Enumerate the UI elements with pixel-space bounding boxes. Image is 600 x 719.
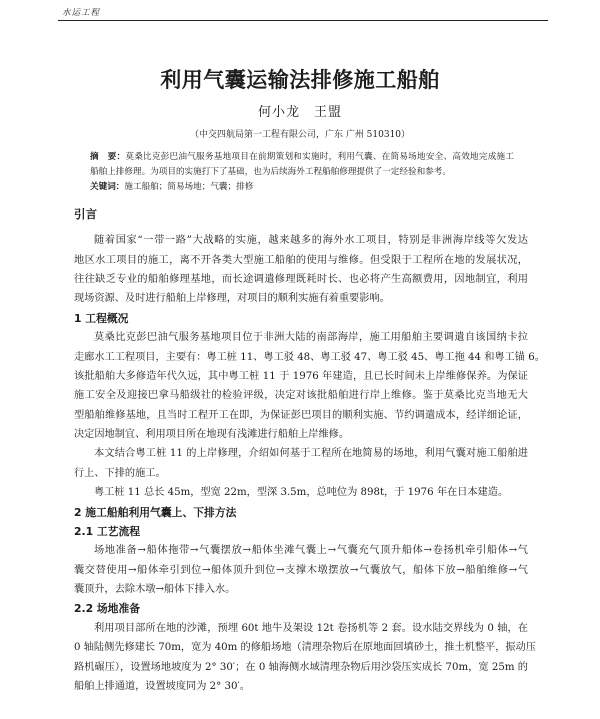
body-line: 场地准备→船体拖带→气囊摆放→船体坐滩气囊上→气囊充气顶升船体→卷扬机牵引船体→气 (94, 545, 528, 557)
body-line: 施工安全及迎接巴拿马船级社的检验评级，决定对该批船舶进行岸上维修。鉴于莫桑比克当地无大 (74, 390, 528, 402)
body-line: 行上、下排的施工。 (74, 467, 166, 479)
body-line: 往往缺乏专业的船舶修理基地，而长途调遣修理既耗时长、也必将产生高额费用，因地制宜，利用 (74, 274, 528, 286)
body-line: 走廊水工工程项目，主要有：粤工桩 11、粤工驳 48、粤工驳 47、粤工驳 45、粤工拖 44 和粤工锚 6。 (74, 351, 545, 363)
section-heading-1: 1 工程概况 (74, 311, 129, 325)
body-line: 决定因地制宜、利用项目所在地现有浅滩进行船舶上岸维修。 (74, 429, 350, 441)
body-line: 随着国家“一带一路”大战略的实施，越来越多的海外水工项目，特别是非洲海岸线等欠发达 (94, 235, 528, 247)
body-line: 莫桑比克彭巴油气服务基地项目位于非洲大陆的南部海岸，施工用船舶主要调遣自该国纳卡拉 (94, 332, 528, 344)
paper-affiliation: （中交四航局第一工程有限公司，广东 广州 510310） (189, 130, 411, 140)
body-line: 该批船舶大多修造年代久远，其中粤工桩 11 于 1976 年建造，且已长时间未上岸维修保养。为保证 (74, 370, 528, 382)
section-heading-intro: 引言 (74, 207, 97, 221)
abstract-label: 摘 要： (90, 151, 126, 162)
section-heading-2: 2 施工船舶利用气囊上、下排方法 (74, 505, 237, 519)
subsection-heading-2-1: 2.1 工艺流程 (74, 524, 141, 538)
journal-header: 水运工程 (62, 8, 101, 18)
body-line: 船舶上排通道，设置坡度同为 2° 30′。 (74, 680, 250, 692)
body-line: 囊顶升，去除木墩→船体下排入水。 (74, 584, 236, 596)
body-line: 粤工桩 11 总长 45m，型宽 22m，型深 3.5m，总吨位为 898t，于 1976 年在日本建造。 (94, 487, 509, 499)
subsection-heading-2-2: 2.2 场地准备 (74, 602, 141, 616)
body-line: 地区水工项目的施工，离不开各类大型施工船舶的使用与维修。但受限于工程所在地的发展状况， (74, 254, 528, 266)
body-line: 路机碾压），设置场地坡度为 2° 30′；在 0 轴海侧水域清理杂物后用沙袋压实成长 70m，宽 25m 的 (74, 661, 528, 673)
paper-authors: 何小龙 王盟 (257, 105, 342, 120)
abstract-line: 船舶上排修理。为项目的实施打下了基础，也为后续海外工程船舶修理提供了一定经验和参考。 (90, 166, 451, 177)
abstract-block (90, 150, 514, 195)
body-line: 囊交替使用→船体牵引到位→船体顶升到位→支撑木墩摆放→气囊放气，船体下放→船舶维修→气 (74, 564, 528, 576)
body-line: 型船舶维修基地，且当时工程开工在即，为保证彭巴项目的顺利实施、节约调遣成本，经详细论证， (74, 409, 528, 421)
body-line: 利用项目部所在地的沙滩，预埋 60t 地牛及架设 12t 卷扬机等 2 套。设水陆交界线为 0 轴，在 (94, 622, 528, 634)
paper-title: 利用气囊运输法排修施工船舶 (160, 68, 440, 92)
body-line: 现场资源、及时进行船舶上岸修理，对项目的顺利实施有着重要影响。 (74, 293, 390, 305)
abstract-line (90, 150, 514, 165)
body-line: 本文结合粤工桩 11 的上岸修理，介绍如何基于工程所在地简易的场地，利用气囊对施工船舶进 (94, 448, 528, 460)
body-text (74, 231, 545, 696)
header-rule (58, 20, 548, 21)
keywords-line (90, 180, 514, 195)
keywords-label: 关键词： (90, 181, 125, 192)
keywords-text: 施工船舶；简易场地；气囊；排修 (124, 181, 254, 192)
abstract-text: 莫桑比克彭巴油气服务基地项目在前期策划和实施时，利用气囊、在简易场地安全、高效地完成施工 (125, 151, 514, 162)
body-line: 0 轴陆侧先修建长 70m，宽为 40m 的修船场地（清理杂物后在原地面回填砂土，推土机整平，振动压 (74, 642, 536, 654)
